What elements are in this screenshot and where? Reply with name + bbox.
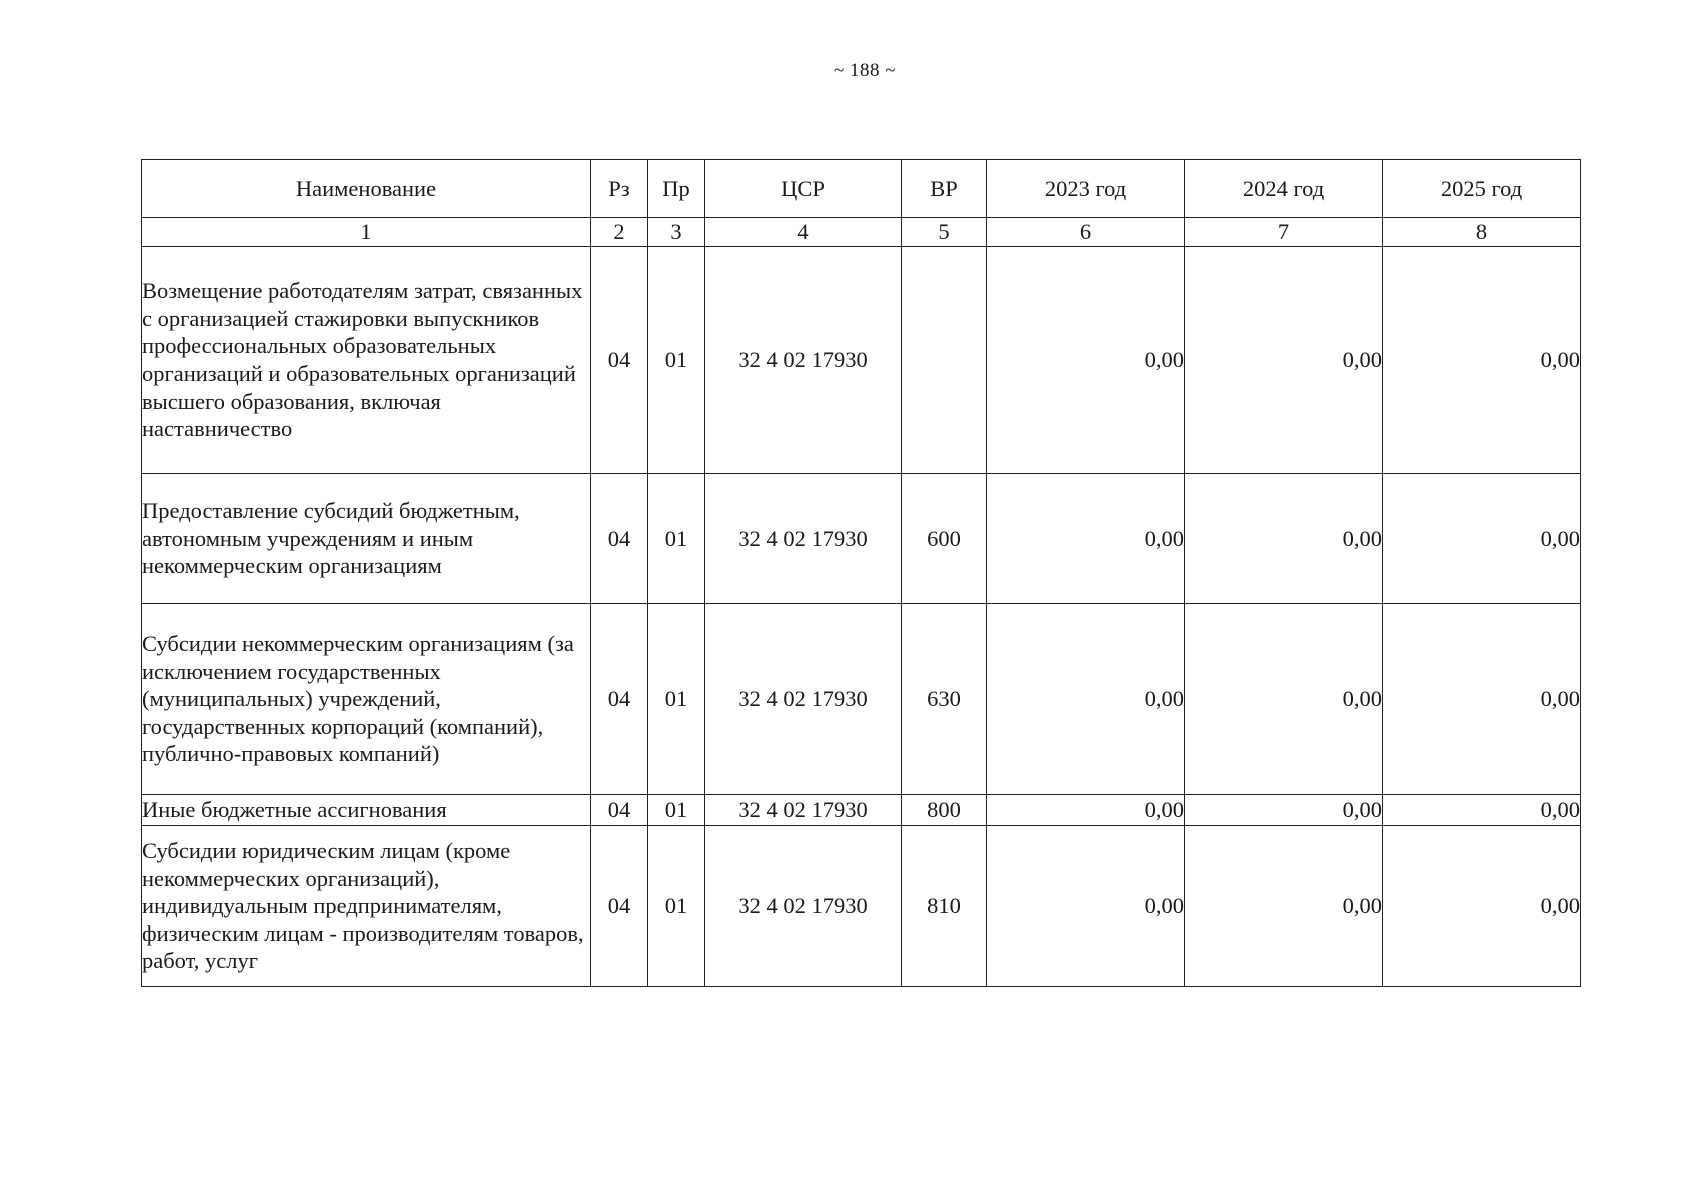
row-vr: [902, 247, 987, 474]
row-csr: 32 4 02 17930: [705, 604, 902, 795]
row-2025: 0,00: [1383, 247, 1581, 474]
row-2023: 0,00: [987, 826, 1185, 987]
row-2024: 0,00: [1185, 247, 1383, 474]
header-pr: Пр: [648, 160, 705, 218]
row-rz: 04: [591, 604, 648, 795]
row-pr: 01: [648, 247, 705, 474]
row-2023: 0,00: [987, 795, 1185, 826]
column-number-row: [142, 218, 1581, 247]
row-2023: 0,00: [987, 247, 1185, 474]
row-name: Иные бюджетные ассигнования: [142, 795, 591, 826]
row-2024: 0,00: [1185, 826, 1383, 987]
row-vr: 630: [902, 604, 987, 795]
column-number: 2: [591, 218, 648, 247]
row-rz: 04: [591, 795, 648, 826]
row-csr: 32 4 02 17930: [705, 826, 902, 987]
row-2023: 0,00: [987, 604, 1185, 795]
page-number: ~ 188 ~: [833, 60, 897, 81]
header-rz: Рз: [591, 160, 648, 218]
column-number: 1: [142, 218, 591, 247]
table-row: [142, 826, 1581, 987]
column-number: 5: [902, 218, 987, 247]
row-vr: 600: [902, 474, 987, 604]
row-2024: 0,00: [1185, 795, 1383, 826]
column-number: 4: [705, 218, 902, 247]
row-rz: 04: [591, 474, 648, 604]
column-number: 6: [987, 218, 1185, 247]
column-number: 7: [1185, 218, 1383, 247]
row-pr: 01: [648, 474, 705, 604]
table-row: [142, 795, 1581, 826]
table-row: [142, 604, 1581, 795]
row-2025: 0,00: [1383, 474, 1581, 604]
row-pr: 01: [648, 604, 705, 795]
row-name: Субсидии некоммерческим организациям (за исключением государственных (муниципальных) учреждений, государственных корпораций (компаний), публично-правовых компаний): [142, 604, 591, 795]
header-vr: ВР: [902, 160, 987, 218]
row-2025: 0,00: [1383, 604, 1581, 795]
table-header-row: [142, 160, 1581, 218]
row-name: Возмещение работодателям затрат, связанных с организацией стажировки выпускников профессиональных образовательных организаций и образовательных организаций высшего образования, включая наставничество: [142, 247, 591, 474]
row-2023: 0,00: [987, 474, 1185, 604]
row-rz: 04: [591, 826, 648, 987]
row-vr: 800: [902, 795, 987, 826]
row-2024: 0,00: [1185, 474, 1383, 604]
row-rz: 04: [591, 247, 648, 474]
row-csr: 32 4 02 17930: [705, 474, 902, 604]
row-2025: 0,00: [1383, 795, 1581, 826]
row-csr: 32 4 02 17930: [705, 795, 902, 826]
row-name: Субсидии юридическим лицам (кроме некоммерческих организаций), индивидуальным предпринимателям, физическим лицам - производителям товаров, работ, услуг: [142, 826, 591, 987]
header-csr: ЦСР: [705, 160, 902, 218]
column-number: 8: [1383, 218, 1581, 247]
budget-table: [141, 159, 1581, 987]
table-row: [142, 474, 1581, 604]
header-name: Наименование: [142, 160, 591, 218]
row-2025: 0,00: [1383, 826, 1581, 987]
header-2025: 2025 год: [1383, 160, 1581, 218]
row-csr: 32 4 02 17930: [705, 247, 902, 474]
table-row: [142, 247, 1581, 474]
row-pr: 01: [648, 795, 705, 826]
row-2024: 0,00: [1185, 604, 1383, 795]
header-2024: 2024 год: [1185, 160, 1383, 218]
header-2023: 2023 год: [987, 160, 1185, 218]
row-vr: 810: [902, 826, 987, 987]
row-pr: 01: [648, 826, 705, 987]
column-number: 3: [648, 218, 705, 247]
row-name: Предоставление субсидий бюджетным, автономным учреждениям и иным некоммерческим организациям: [142, 474, 591, 604]
